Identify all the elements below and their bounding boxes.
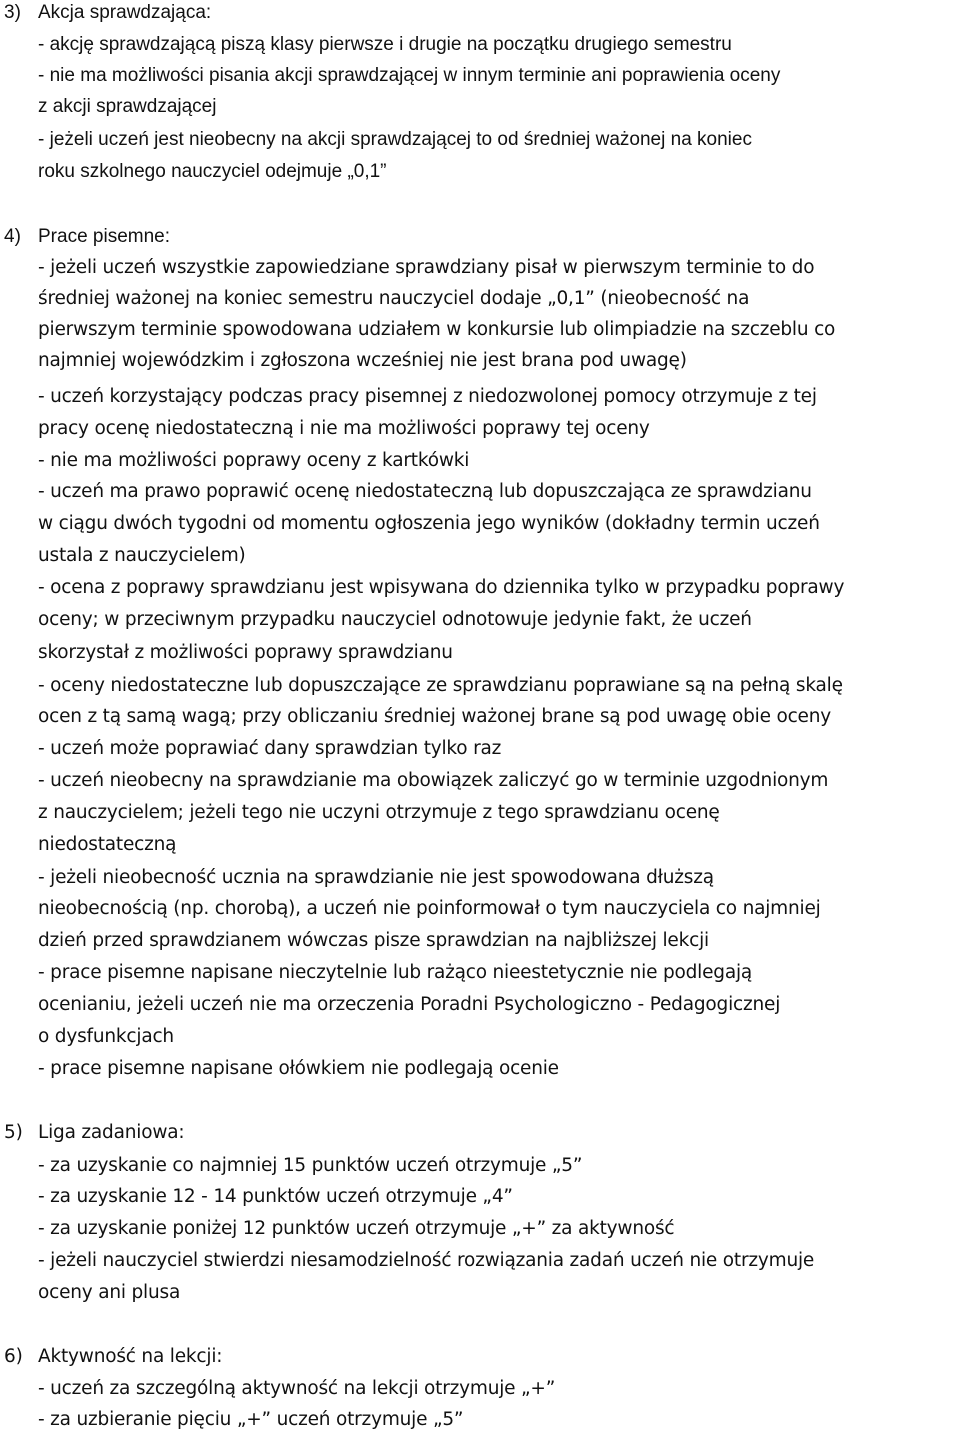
text-line: - ocena z poprawy sprawdzianu jest wpisywana do dziennika tylko w przypadku poprawy <box>38 577 845 598</box>
section-number: 6) <box>4 1346 23 1367</box>
section-title: Liga zadaniowa: <box>38 1122 185 1143</box>
section-heading <box>4 2 211 24</box>
text-line: - oceny niedostateczne lub dopuszczające ze sprawdzianu poprawiane są na pełną skalę <box>38 675 843 696</box>
text-line: - jeżeli uczeń wszystkie zapowiedziane sprawdziany pisał w pierwszym terminie to do <box>38 257 815 278</box>
text-line: - za uzyskanie poniżej 12 punktów uczeń otrzymuje „+” za aktywność <box>38 1218 675 1239</box>
text-line: dzień przed sprawdzianem wówczas pisze sprawdzian na najbliższej lekcji <box>38 930 709 951</box>
text-line: - za uzbieranie pięciu „+” uczeń otrzymuje „5” <box>38 1409 464 1430</box>
text-line: pracy ocenę niedostateczną i nie ma możliwości poprawy tej oceny <box>38 418 650 439</box>
text-line: średniej ważonej na koniec semestru nauczyciel dodaje „0,1” (nieobecność na <box>38 288 750 309</box>
text-line: o dysfunkcjach <box>38 1026 174 1047</box>
section-title: Aktywność na lekcji: <box>38 1346 223 1367</box>
text-line: - nie ma możliwości pisania akcji sprawdzającej w innym terminie ani poprawienia oceny <box>38 65 781 86</box>
text-line: - uczeń za szczególną aktywność na lekcji otrzymuje „+” <box>38 1378 556 1399</box>
text-line: - nie ma możliwości poprawy oceny z kartkówki <box>38 450 470 471</box>
text-line: z nauczycielem; jeżeli tego nie uczyni otrzymuje z tego sprawdzianu ocenę <box>38 802 720 823</box>
section-number: 4) <box>4 226 21 247</box>
text-line: z akcji sprawdzającej <box>38 96 217 117</box>
text-line: skorzystał z możliwości poprawy sprawdzianu <box>38 642 453 663</box>
text-line: - za uzyskanie 12 - 14 punktów uczeń otrzymuje „4” <box>38 1186 513 1207</box>
text-line: - uczeń może poprawiać dany sprawdzian tylko raz <box>38 738 502 759</box>
section-title: Prace pisemne: <box>38 226 171 247</box>
section-heading <box>4 1346 222 1367</box>
text-line: nieobecnością (np. chorobą), a uczeń nie poinformował o tym nauczyciela co najmniej <box>38 898 821 919</box>
text-line: - jeżeli nauczyciel stwierdzi niesamodzielność rozwiązania zadań uczeń nie otrzymuje <box>38 1250 815 1271</box>
text-line: - akcję sprawdzającą piszą klasy pierwsze i drugie na początku drugiego semestru <box>38 34 732 55</box>
text-line: roku szkolnego nauczyciel odejmuje „0,1” <box>38 161 387 182</box>
text-line: oceny; w przeciwnym przypadku nauczyciel odnotowuje jedynie fakt, że uczeń <box>38 609 752 630</box>
text-line: - prace pisemne napisane ołówkiem nie podlegają ocenie <box>38 1058 559 1079</box>
text-line: najmniej wojewódzkim i zgłoszona wcześniej nie jest brana pod uwagę) <box>38 350 687 371</box>
text-line: - uczeń nieobecny na sprawdzianie ma obowiązek zaliczyć go w terminie uzgodnionym <box>38 770 829 791</box>
text-line: pierwszym terminie spowodowana udziałem w konkursie lub olimpiadzie na szczeblu co <box>38 319 836 340</box>
text-line: oceny ani plusa <box>38 1282 181 1303</box>
text-line: ocen z tą samą wagą; przy obliczaniu średniej ważonej brane są pod uwagę obie oceny <box>38 706 832 727</box>
section-number: 3) <box>4 2 21 23</box>
section-number: 5) <box>4 1122 23 1143</box>
text-line: - jeżeli nieobecność ucznia na sprawdzianie nie jest spowodowana dłuższą <box>38 867 714 888</box>
section-heading <box>4 226 170 248</box>
section-heading <box>4 1122 184 1143</box>
text-line: - jeżeli uczeń jest nieobecny na akcji sprawdzającej to od średniej ważonej na koniec <box>38 129 752 150</box>
text-line: - prace pisemne napisane nieczytelnie lub rażąco nieestetycznie nie podlegają <box>38 962 753 983</box>
text-line: w ciągu dwóch tygodni od momentu ogłoszenia jego wyników (dokładny termin uczeń <box>38 513 820 534</box>
text-line: ustala z nauczycielem) <box>38 545 246 566</box>
text-line: ocenianiu, jeżeli uczeń nie ma orzeczenia Poradni Psychologiczno - Pedagogicznej <box>38 994 781 1015</box>
text-line: - uczeń korzystający podczas pracy pisemnej z niedozwolonej pomocy otrzymuje z tej <box>38 386 817 407</box>
text-line: niedostateczną <box>38 834 177 855</box>
text-line: - uczeń ma prawo poprawić ocenę niedostateczną lub dopuszczająca ze sprawdzianu <box>38 481 812 502</box>
section-title: Akcja sprawdzająca: <box>38 2 212 23</box>
text-line: - za uzyskanie co najmniej 15 punktów uczeń otrzymuje „5” <box>38 1155 583 1176</box>
